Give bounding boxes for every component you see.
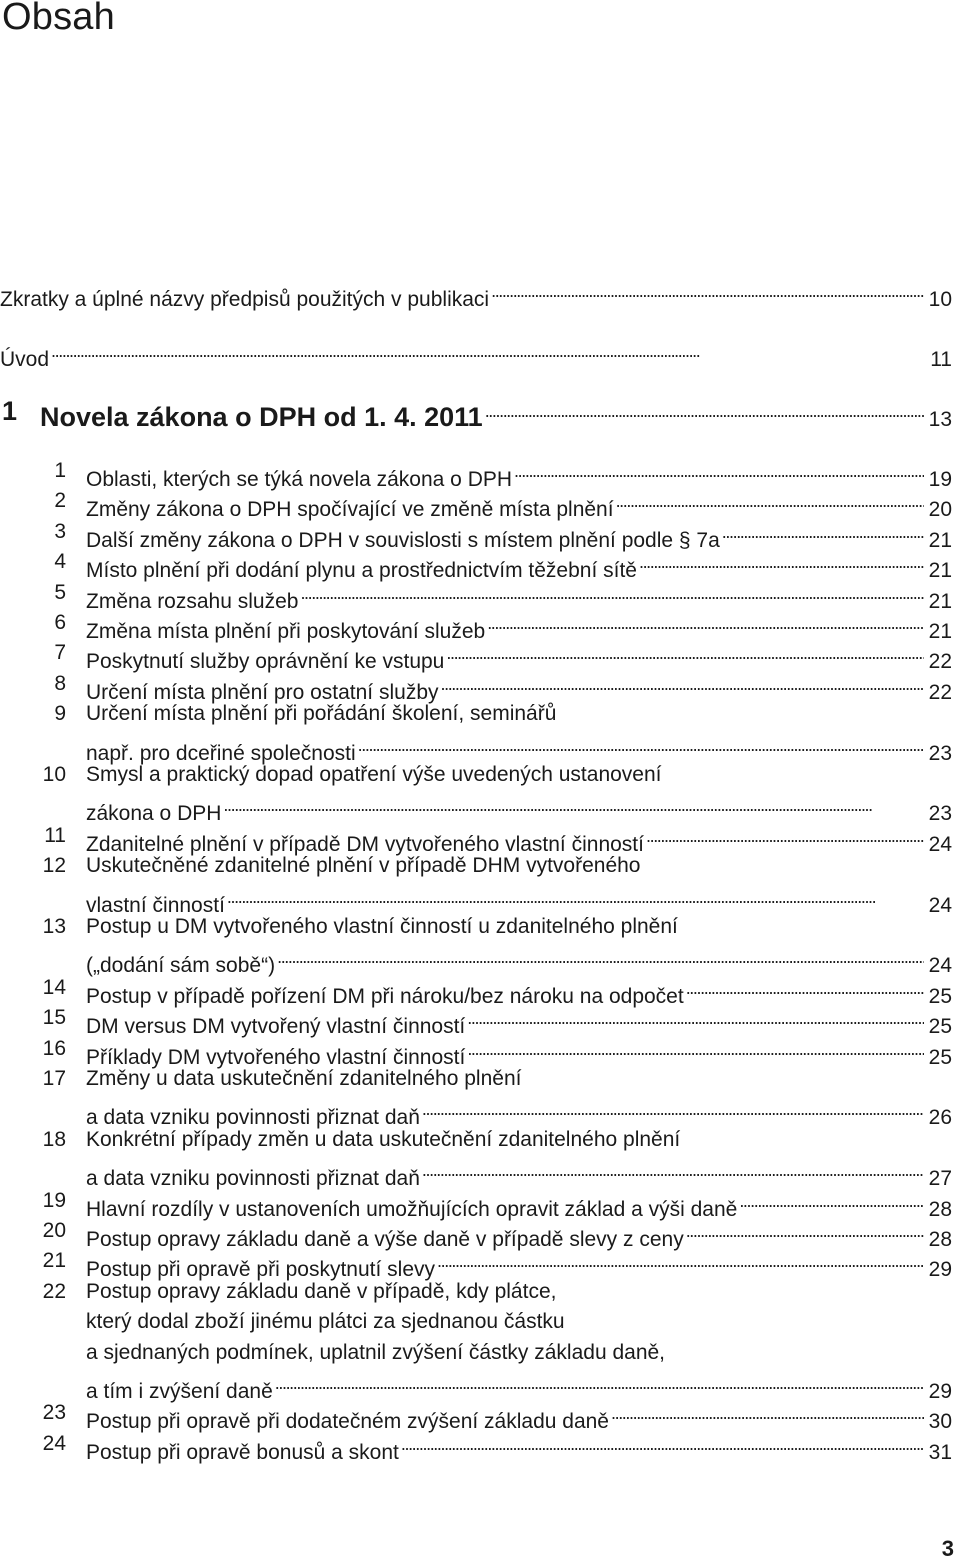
dot-leader <box>401 1429 924 1459</box>
toc-item-row[interactable] <box>0 669 960 704</box>
toc-item-text: a data vzniku povinnosti přiznat daň <box>86 1167 420 1190</box>
toc-item-row[interactable] <box>0 1429 960 1464</box>
toc-item-text: vlastní činností <box>86 894 225 917</box>
toc-item-number: 16 <box>42 1037 66 1060</box>
dot-leader <box>611 1398 924 1428</box>
toc-item-row[interactable] <box>0 1186 960 1221</box>
toc-page-number: 23 <box>928 742 952 765</box>
toc-item-row[interactable] <box>0 882 960 917</box>
toc-item-row[interactable] <box>0 851 960 881</box>
dot-leader <box>227 882 924 912</box>
toc-item-text: Postup opravy základu daně v případě, kdy plátce, <box>86 1280 557 1303</box>
toc-page-number: 28 <box>928 1228 952 1251</box>
toc-item-row[interactable] <box>0 608 960 643</box>
dot-leader <box>277 942 924 972</box>
toc-page-number: 25 <box>928 1046 952 1069</box>
chapter-number: 1 <box>2 396 18 426</box>
toc-item-text: Změny zákona o DPH spočívající ve změně místa plnění <box>86 498 614 521</box>
dot-leader <box>422 1155 924 1185</box>
toc-item-number: 13 <box>42 915 66 938</box>
toc-item-text: Určení místa plnění při pořádání školení, seminářů <box>86 702 557 725</box>
toc-item-text: Postup při opravě při dodatečném zvýšení základu daně <box>86 1410 609 1433</box>
toc-item-row[interactable] <box>0 821 960 856</box>
dot-leader <box>739 1186 924 1216</box>
dot-leader <box>646 821 924 851</box>
toc-item-row[interactable] <box>0 1398 960 1433</box>
toc-item-text: a data vzniku povinnosti přiznat daň <box>86 1106 420 1129</box>
toc-item-row[interactable] <box>0 1246 960 1281</box>
toc-item-number: 15 <box>42 1006 66 1029</box>
toc-item-text: Změny u data uskutečnění zdanitelného plnění <box>86 1067 522 1090</box>
toc-item-row[interactable] <box>0 973 960 1008</box>
toc-item-number: 23 <box>42 1401 66 1424</box>
toc-page-number: 29 <box>928 1380 952 1403</box>
toc-item-text: Poskytnutí služby oprávnění ke vstupu <box>86 650 445 673</box>
toc-item-number: 14 <box>42 976 66 999</box>
toc-page-number: 23 <box>928 802 952 825</box>
toc-entry-introduction[interactable] <box>0 336 960 371</box>
toc-page-number: 26 <box>928 1106 952 1129</box>
dot-leader <box>491 276 924 306</box>
toc-item-number: 9 <box>54 702 66 725</box>
toc-item-text: Změna místa plnění při poskytování služeb <box>86 620 486 643</box>
dot-leader <box>686 973 924 1003</box>
toc-item-number: 7 <box>54 641 66 664</box>
toc-item-row[interactable] <box>0 942 960 977</box>
dot-leader <box>487 608 924 638</box>
toc-item-text: Místo plnění při dodání plynu a prostřednictvím těžební sítě <box>86 559 637 582</box>
toc-item-row[interactable] <box>0 638 960 673</box>
toc-item-text: Další změny zákona o DPH v souvislosti s místem plnění podle § 7a <box>86 529 720 552</box>
toc-item-number: 12 <box>42 854 66 877</box>
toc-chapter-1[interactable] <box>0 396 960 432</box>
toc-item-number: 19 <box>42 1189 66 1212</box>
toc-item-row[interactable] <box>0 760 960 790</box>
toc-item-row[interactable] <box>0 1094 960 1129</box>
dot-leader <box>639 547 924 577</box>
toc-item-number: 17 <box>42 1067 66 1090</box>
toc-page-number: 24 <box>928 954 952 977</box>
toc-entry-text: Zkratky a úplné názvy předpisů použitých v publikaci <box>0 288 490 311</box>
toc-item-number: 2 <box>54 489 66 512</box>
toc-entry-text: Úvod <box>0 348 50 371</box>
toc-page-number: 20 <box>928 498 952 521</box>
toc-item-number: 22 <box>42 1280 66 1303</box>
toc-item-text: Smysl a praktický dopad opatření výše uvedených ustanovení <box>86 763 662 786</box>
dot-leader <box>300 578 924 608</box>
toc-page-number: 28 <box>928 1198 952 1221</box>
toc-item-text: Zdanitelné plnění v případě DM vytvořeného vlastní činností <box>86 833 644 856</box>
toc-page-number: 25 <box>928 1015 952 1038</box>
toc-item-text: Změna rozsahu služeb <box>86 590 299 613</box>
toc-page-number: 21 <box>928 590 952 613</box>
toc-item-number: 20 <box>42 1219 66 1242</box>
toc-item-row[interactable] <box>0 456 960 491</box>
toc-item-row[interactable] <box>0 1034 960 1069</box>
toc-page-number: 10 <box>928 288 952 311</box>
toc-item-number: 24 <box>42 1432 66 1455</box>
toc-item-row[interactable] <box>0 730 960 765</box>
toc-item-row[interactable] <box>0 1125 960 1155</box>
toc-item-text: Hlavní rozdíly v ustanoveních umožňujících opravit základ a výši daně <box>86 1198 738 1221</box>
toc-page-number: 30 <box>928 1410 952 1433</box>
toc-item-row[interactable] <box>0 1003 960 1038</box>
toc-page-number: 29 <box>928 1258 952 1281</box>
toc-item-row[interactable] <box>0 912 960 942</box>
toc-item-text: Oblasti, kterých se týká novela zákona o DPH <box>86 468 513 491</box>
toc-item-text: Postup opravy základu daně a výše daně v případě slevy z ceny <box>86 1228 684 1251</box>
toc-item-text: Určení místa plnění pro ostatní služby <box>86 681 439 704</box>
toc-item-row[interactable] <box>0 517 960 552</box>
dot-leader <box>616 486 924 516</box>
toc-item-number: 18 <box>42 1128 66 1151</box>
toc-page-number: 24 <box>928 833 952 856</box>
toc-item-text: („dodání sám sobě“) <box>86 954 276 977</box>
toc-item-text: zákona o DPH <box>86 802 222 825</box>
toc-item-row[interactable] <box>0 1155 960 1190</box>
dot-leader <box>467 1003 924 1033</box>
chapter-title: Novela zákona o DPH od 1. 4. 2011 <box>40 402 483 432</box>
toc-entry-abbreviations[interactable] <box>0 276 960 311</box>
toc-item-text: Postup v případě pořízení DM při nároku/bez nároku na odpočet <box>86 985 684 1008</box>
page-number: 3 <box>941 1536 954 1561</box>
toc-page-number: 31 <box>928 1441 952 1464</box>
toc-item-number: 5 <box>54 581 66 604</box>
toc-page-number: 27 <box>928 1167 952 1190</box>
toc-item-text: Postup u DM vytvořeného vlastní činností u zdanitelného plnění <box>86 915 678 938</box>
dot-leader <box>485 396 924 426</box>
toc-page-number: 22 <box>928 681 952 704</box>
toc-item-text: Příklady DM vytvořeného vlastní činností <box>86 1046 466 1069</box>
toc-item-row[interactable] <box>0 1064 960 1094</box>
toc-item-number: 21 <box>42 1249 66 1272</box>
toc-item-text: Postup při opravě bonusů a skont <box>86 1441 399 1464</box>
toc-item-number: 10 <box>42 763 66 786</box>
dot-leader <box>441 669 925 699</box>
toc-page-number: 19 <box>928 468 952 491</box>
toc-item-text: Konkrétní případy změn u data uskutečnění zdanitelného plnění <box>86 1128 681 1151</box>
toc-item-text: a tím i zvýšení daně <box>86 1380 273 1403</box>
toc-page-number: 11 <box>930 348 952 371</box>
toc-item-row[interactable] <box>0 790 960 825</box>
toc-item-text: např. pro dceřiné společnosti <box>86 742 356 765</box>
toc-item-number: 4 <box>54 550 66 573</box>
dot-leader <box>514 456 924 486</box>
toc-item-row[interactable] <box>0 699 960 729</box>
dot-leader <box>223 790 924 820</box>
dot-leader <box>722 517 924 547</box>
toc-item-number: 8 <box>54 672 66 695</box>
toc-item-text: který dodal zboží jinému plátci za sjednanou částku <box>86 1310 565 1333</box>
toc-item-number: 3 <box>54 520 66 543</box>
toc-item-text: a sjednaných podmínek, uplatnil zvýšení částky základu daně, <box>86 1341 666 1364</box>
toc-page-number: 22 <box>928 650 952 673</box>
dot-leader <box>275 1368 924 1398</box>
toc-page-number: 21 <box>928 529 952 552</box>
toc-item-row[interactable] <box>0 1368 960 1403</box>
toc-page-number: 13 <box>928 408 952 431</box>
toc-page-number: 25 <box>928 985 952 1008</box>
toc-item-number: 6 <box>54 611 66 634</box>
toc-page-number: 21 <box>928 620 952 643</box>
toc-page-number: 21 <box>928 559 952 582</box>
toc-item-text: Uskutečněné zdanitelné plnění v případě DHM vytvořeného <box>86 854 641 877</box>
toc-item-row[interactable] <box>0 1307 960 1337</box>
page-title: Obsah <box>2 0 115 38</box>
dot-leader <box>446 638 924 668</box>
toc-item-row[interactable] <box>0 1216 960 1251</box>
toc-item-row[interactable] <box>0 1338 960 1368</box>
toc-item-row[interactable] <box>0 578 960 613</box>
toc-item-number: 1 <box>54 459 66 482</box>
dot-leader <box>422 1094 924 1124</box>
toc-item-text: DM versus DM vytvořený vlastní činností <box>86 1015 466 1038</box>
dot-leader <box>358 730 924 760</box>
toc-item-text: Postup při opravě při poskytnutí slevy <box>86 1258 436 1281</box>
dot-leader <box>51 336 924 366</box>
dot-leader <box>686 1216 924 1246</box>
toc-item-row[interactable] <box>0 486 960 521</box>
dot-leader <box>437 1246 924 1276</box>
toc-item-row[interactable] <box>0 1277 960 1307</box>
toc-item-row[interactable] <box>0 547 960 582</box>
toc-page-number: 24 <box>928 894 952 917</box>
dot-leader <box>467 1034 924 1064</box>
toc-item-number: 11 <box>44 824 66 847</box>
